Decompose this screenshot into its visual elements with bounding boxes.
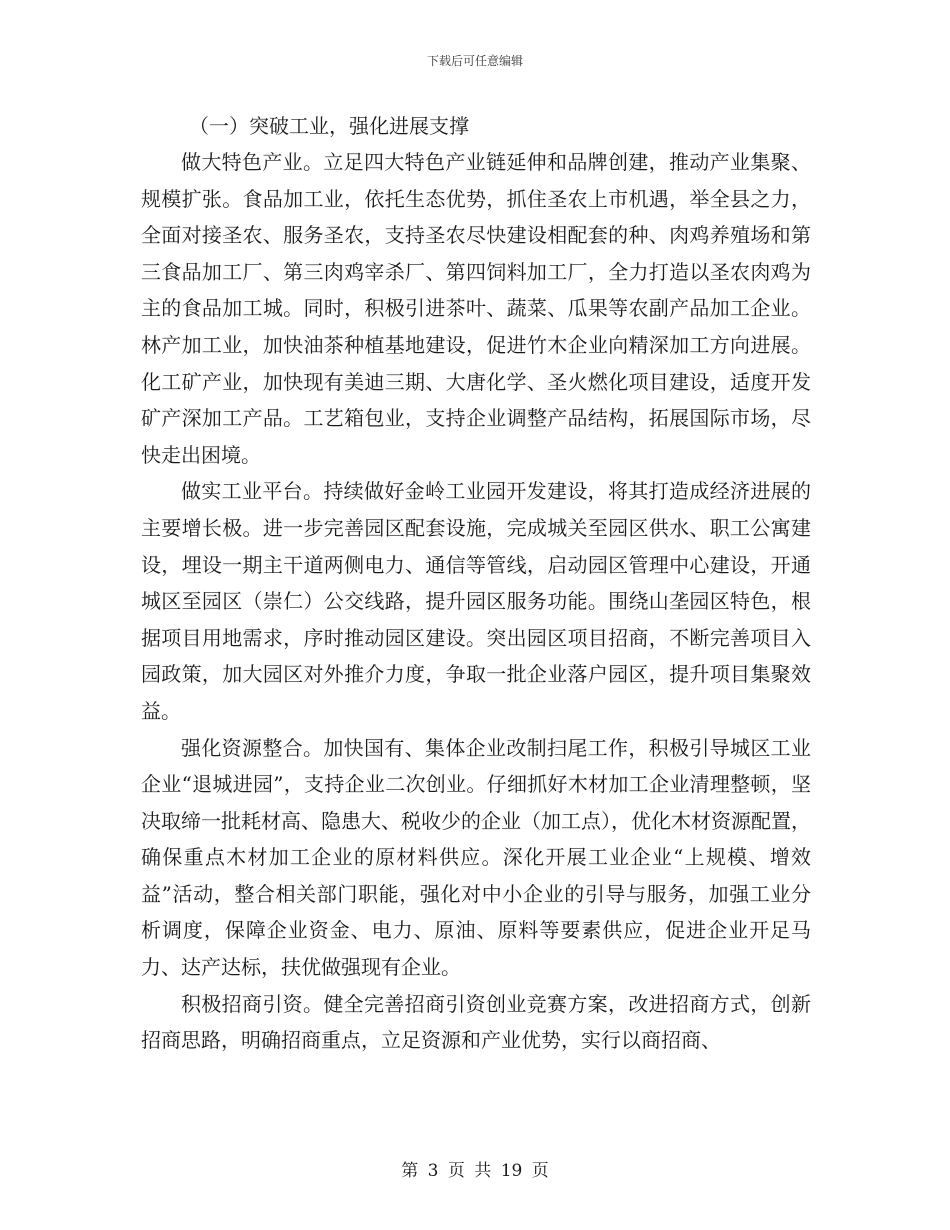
section-heading: （一）突破工业，强化进展支撑 [189, 114, 469, 138]
page-header: 下载后可任意编辑 [426, 54, 523, 68]
paragraph-industrial-platform: 做实工业平台。持续做好金岭工业园开发建设，将其打造成经济进展的主要增长极。进一步完善园区配套设施，完成城关至园区供水、职工公寓建设，埋设一期主干道两侧电力、通信等管线，启动园区管理中心建设，开通城区至园区（崇仁）公交线路，提升园区服务功能。围绕山垄园区特色，根据项目用地需求，序时推动园区建设。突出园区项目招商，不断完善项目入园政策，加大园区对外推介力度，争取一批企业落户园区，提升项目集聚效益。 [141, 479, 811, 723]
document-body [141, 108, 811, 1059]
page-number-footer: 第 3 页 共 19 页 [401, 1161, 549, 1181]
paragraph-resource-integration: 强化资源整合。加快国有、集体企业改制扫尾工作，积极引导城区工业企业“退城进园”，支持企业二次创业。仔细抓好木材加工企业清理整顿，坚决取缔一批耗材高、隐患大、税收少的企业（加工点），优化木材资源配置，确保重点木材加工企业的原材料供应。深化开展工业企业“上规模、增效益”活动，整合相关部门职能，强化对中小企业的引导与服务，加强工业分析调度，保障企业资金、电力、原油、原料等要素供应，促进企业开足马力、达产达标，扶优做强现有企业。 [141, 735, 811, 980]
paragraph-specialty-industry: 做大特色产业。立足四大特色产业链延伸和品牌创建，推动产业集聚、规模扩张。食品加工业，依托生态优势，抓住圣农上市机遇，举全县之力，全面对接圣农、服务圣农，支持圣农尽快建设相配套的种、肉鸡养殖场和第三食品加工厂、第三肉鸡宰杀厂、第四饲料加工厂，全力打造以圣农肉鸡为主的食品加工城。同时，积极引进茶叶、蔬菜、瓜果等农副产品加工企业。林产加工业，加快油茶种植基地建设，促进竹木企业向精深加工方向进展。化工矿产业，加快现有美迪三期、大唐化学、圣火燃化项目建设，适度开发矿产深加工产品。工艺箱包业，支持企业调整产品结构，拓展国际市场，尽快走出困境。 [141, 150, 811, 467]
paragraph-investment-attraction: 积极招商引资。健全完善招商引资创业竞赛方案，改进招商方式，创新招商思路，明确招商重点，立足资源和产业优势，实行以商招商、 [141, 991, 811, 1053]
